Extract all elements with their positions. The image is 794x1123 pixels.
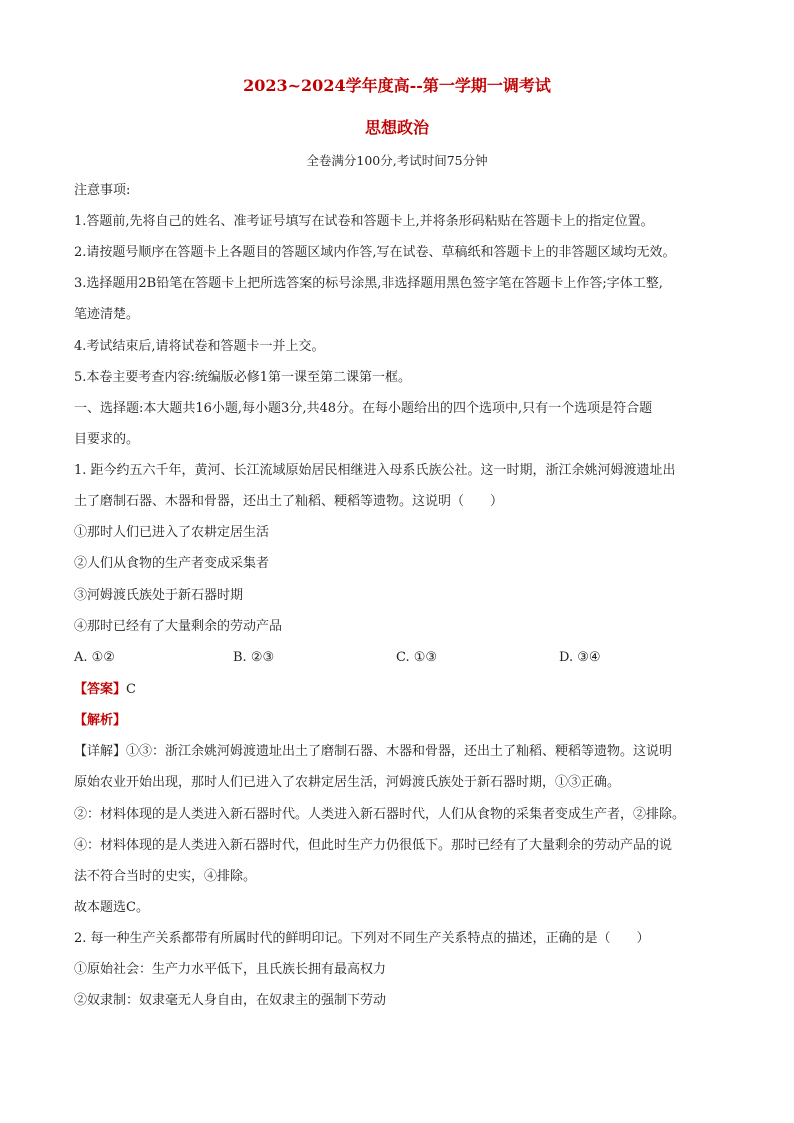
notice-item: 2.请按题号顺序在答题卡上各题目的答题区域内作答,写在试卷、草稿纸和答题卡上的非答题区域均无效。: [74, 245, 676, 260]
q1-option-c: C. ①③: [396, 650, 438, 665]
answer-tag: 【答案】: [74, 682, 127, 697]
notice-item: 3.选择题用2B铅笔在答题卡上把所选答案的标号涂黑,非选择题用黑色签字笔在答题卡上作答;字体工整,: [74, 276, 663, 291]
notice-item: 4.考试结束后,请将试卷和答题卡一并上交。: [74, 339, 325, 354]
detail-text: ①③：浙江余姚河姆渡遗址出土了磨制石器、木器和骨器，还出土了籼稻、粳稻等遗物。这说明: [126, 744, 673, 759]
subject-title: 思想政治: [364, 118, 429, 137]
q1-stem-cont: 土了磨制石器、木器和骨器，还出土了籼稻、粳稻等遗物。这说明（ ）: [74, 494, 504, 509]
notice-item: 5.本卷主要考查内容:统编版必修1第一课至第二课第一框。: [74, 370, 412, 385]
q1-detail: ④：材料体现的是人类进入新石器时代，但此时生产力仍很低下。那时已经有了大量剩余的劳动产品的说: [74, 838, 673, 853]
q1-detail: ②：材料体现的是人类进入新石器时代。人类进入新石器时代，人们从食物的采集者变成生产者，②排除。: [74, 807, 686, 822]
q1-option-a: A. ①②: [74, 650, 115, 665]
q2-stem: 2. 每一种生产关系都带有所属时代的鲜明印记。下列对不同生产关系特点的描述，正确的是（ ）: [74, 931, 650, 946]
q1-detail: [74, 742, 724, 762]
answer-value: C: [126, 682, 136, 697]
section-heading: 一、选择题:本大题共16小题,每小题3分,共48分。在每小题给出的四个选项中,只有一个选项是符合题: [74, 401, 653, 416]
q1-answer: [74, 680, 724, 700]
exam-info: 全卷满分100分,考试时间75分钟: [306, 153, 488, 168]
q1-item: ①那时人们已进入了农耕定居生活: [74, 525, 270, 540]
q1-detail: 原始农业开始出现，那时人们已进入了农耕定居生活，河姆渡氏族处于新石器时期，①③正确。: [74, 775, 621, 790]
notice-item: 笔迹清楚。: [74, 307, 140, 322]
q1-stem: 1. 距今约五六千年，黄河、长江流域原始居民相继进入母系氏族公社。这一时期，浙江余姚河姆渡遗址出: [74, 463, 676, 478]
analysis-tag: 【解析】: [74, 713, 127, 728]
q2-item: ①原始社会：生产力水平低下，且氏族长拥有最高权力: [74, 962, 387, 977]
q1-item: ④那时已经有了大量剩余的劳动产品: [74, 619, 283, 634]
detail-tag: 【详解】: [74, 744, 127, 759]
exam-title: 2023~2024学年度高--第一学期一调考试: [243, 76, 551, 95]
q2-item: ②奴隶制：奴隶毫无人身自由，在奴隶主的强制下劳动: [74, 993, 387, 1008]
q1-analysis-tag: [74, 711, 724, 731]
notice-item: 1.答题前,先将自己的姓名、准考证号填写在试卷和答题卡上,并将条形码粘贴在答题卡上的指定位置。: [74, 214, 654, 229]
q1-item: ②人们从食物的生产者变成采集者: [74, 556, 270, 571]
q1-detail: 法不符合当时的史实，④排除。: [74, 869, 257, 884]
q1-option-b: B. ②③: [233, 650, 275, 665]
q1-item: ③河姆渡氏族处于新石器时期: [74, 588, 244, 603]
q1-option-d: D. ③④: [559, 650, 601, 665]
notice-heading: 注意事项:: [74, 183, 131, 198]
q1-conclusion: 故本题选C。: [74, 900, 149, 915]
section-heading-cont: 目要求的。: [74, 432, 140, 447]
